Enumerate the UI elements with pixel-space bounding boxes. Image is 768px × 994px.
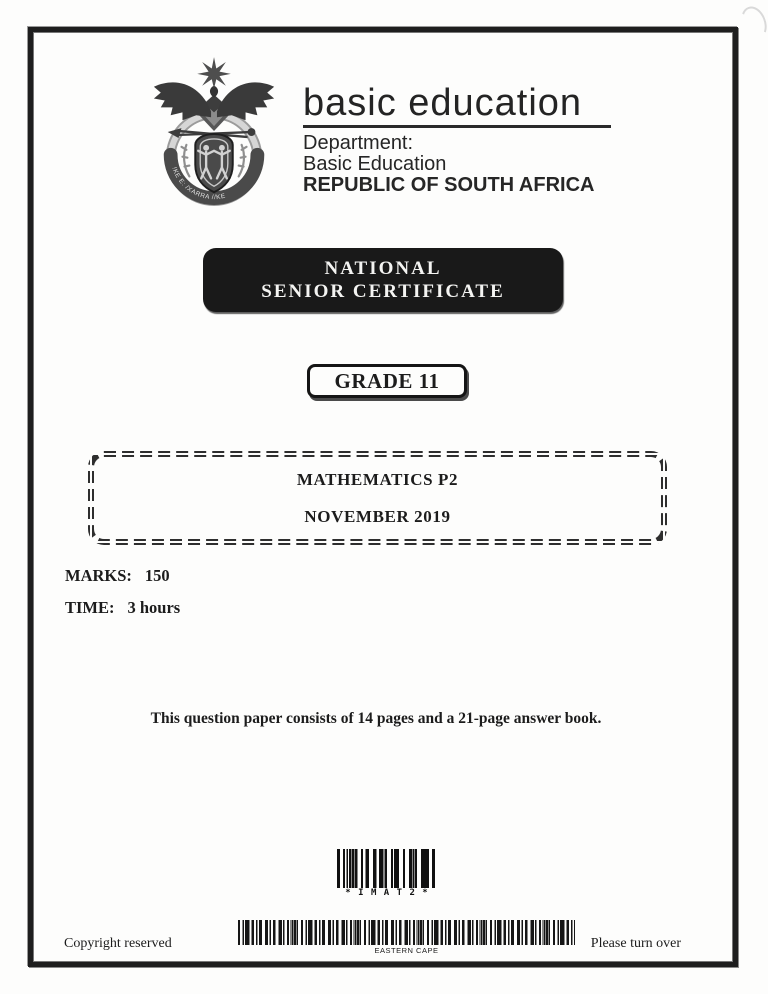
department-label: Department:: [303, 132, 414, 154]
province-barcode-text: EASTERN CAPE: [374, 946, 439, 955]
subject-box: [88, 451, 667, 545]
turn-over-notice: Please turn over: [590, 936, 681, 951]
dash-divider: [88, 541, 667, 543]
page-count-note: This question paper consists of 14 pages and a 21-page answer book.: [150, 710, 602, 727]
exam-session: NOVEMBER 2019: [304, 506, 451, 526]
marks-label: MARKS:: [65, 566, 132, 585]
grade-badge-label: GRADE 11: [334, 368, 440, 393]
coat-of-arms-motto-text: !KE E: /XARRA //KE: [170, 166, 227, 202]
certificate-banner-line1: NATIONAL: [324, 258, 442, 279]
exam-code-barcode: [337, 849, 438, 888]
time-label: TIME:: [65, 598, 115, 617]
marks-row: [65, 566, 170, 586]
dash-divider: [90, 451, 92, 545]
grade-badge: [307, 364, 467, 398]
time-row: [65, 598, 180, 618]
wordmark-underline: [303, 125, 611, 128]
province-barcode: [238, 920, 575, 945]
subject-title: MATHEMATICS P2: [296, 469, 459, 489]
department-name: Basic Education: [303, 153, 447, 175]
copyright-notice: Copyright reserved: [64, 936, 172, 951]
exam-code-barcode-text: * I M A T 2 *: [345, 888, 430, 898]
wordmark-basic-education: basic education: [303, 82, 583, 124]
country-name: REPUBLIC OF SOUTH AFRICA: [303, 174, 595, 196]
department-header: [303, 82, 623, 196]
marks-value: 150: [144, 566, 170, 585]
coat-of-arms-logo: [146, 56, 284, 214]
scan-artifact: [737, 3, 768, 43]
certificate-banner: [203, 248, 563, 312]
time-value: 3 hours: [127, 598, 181, 617]
certificate-banner-line2: SENIOR CERTIFICATE: [261, 281, 505, 302]
dash-divider: [663, 451, 665, 545]
dash-divider: [88, 453, 667, 455]
